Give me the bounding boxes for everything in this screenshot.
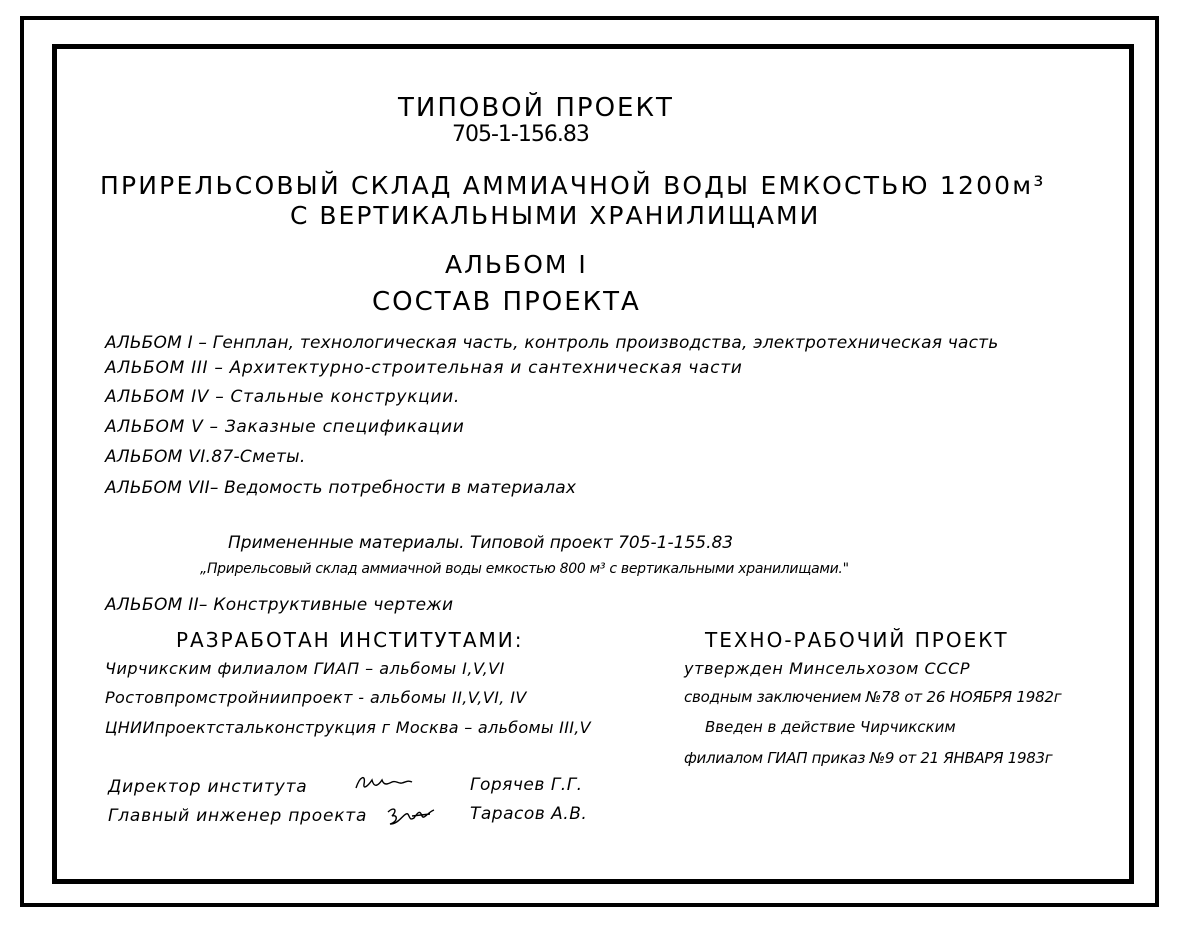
applied-materials-line-2: „Прирельсовый склад аммиачной воды емкостью 800 м³ с вертикальными хранилищами." bbox=[200, 561, 849, 577]
typical-project-heading: ТИПОВОЙ ПРОЕКТ bbox=[398, 93, 674, 123]
composition-heading: СОСТАВ ПРОЕКТА bbox=[372, 287, 641, 317]
album-list-item: АЛЬБОМ III – Архитектурно-строительная и сантехническая части bbox=[105, 358, 743, 378]
title-line-2: С ВЕРТИКАЛЬНЫМИ ХРАНИЛИЩАМИ bbox=[290, 201, 821, 230]
applied-materials-line-1: Примененные материалы. Типовой проект 705-1-155.83 bbox=[228, 533, 734, 553]
album-list-item: АЛЬБОМ I – Генплан, технологическая часть, контроль производства, электротехническая часть bbox=[105, 333, 999, 353]
director-signature bbox=[352, 770, 414, 796]
developed-heading: РАЗРАБОТАН ИНСТИТУТАМИ: bbox=[176, 628, 524, 652]
chief-engineer-signature bbox=[384, 802, 440, 830]
title-line-1: ПРИРЕЛЬСОВЫЙ СКЛАД АММИАЧНОЙ ВОДЫ ЕМКОСТЬЮ 1200м³ bbox=[100, 171, 1046, 200]
techno-line: Введен в действие Чирчикским bbox=[705, 718, 956, 736]
chief-engineer-title: Главный инженер проекта bbox=[108, 806, 368, 826]
album-list-item: АЛЬБОМ IV – Стальные конструкции. bbox=[105, 387, 460, 407]
techno-line: сводным заключением №78 от 26 НОЯБРЯ 1982г bbox=[684, 688, 1062, 706]
album-list-item: АЛЬБОМ V – Заказные спецификации bbox=[105, 417, 465, 437]
director-title: Директор института bbox=[108, 777, 308, 797]
album-ii-line: АЛЬБОМ II– Конструктивные чертежи bbox=[105, 595, 454, 615]
chief-engineer-name: Тарасов А.В. bbox=[470, 804, 588, 824]
project-number: 705-1-156.83 bbox=[452, 122, 589, 147]
developed-line: ЦНИИпроектстальконструкция г Москва – альбомы III,V bbox=[105, 718, 591, 737]
techno-line: филиалом ГИАП приказ №9 от 21 ЯНВАРЯ 1983г bbox=[684, 749, 1053, 767]
developed-line: Ростовпромстройниипроект - альбомы II,V,VI, IV bbox=[105, 688, 527, 707]
techno-line: утвержден Минсельхозом СССР bbox=[684, 659, 971, 678]
album-heading: АЛЬБОМ I bbox=[445, 250, 588, 279]
album-list-item: АЛЬБОМ VII– Ведомость потребности в материалах bbox=[105, 478, 577, 498]
developed-line: Чирчикским филиалом ГИАП – альбомы I,V,VI bbox=[105, 659, 505, 678]
techno-heading: ТЕХНО-РАБОЧИЙ ПРОЕКТ bbox=[705, 628, 1009, 652]
album-list-item: АЛЬБОМ VI.87-Сметы. bbox=[105, 447, 306, 467]
director-name: Горячев Г.Г. bbox=[470, 775, 583, 795]
